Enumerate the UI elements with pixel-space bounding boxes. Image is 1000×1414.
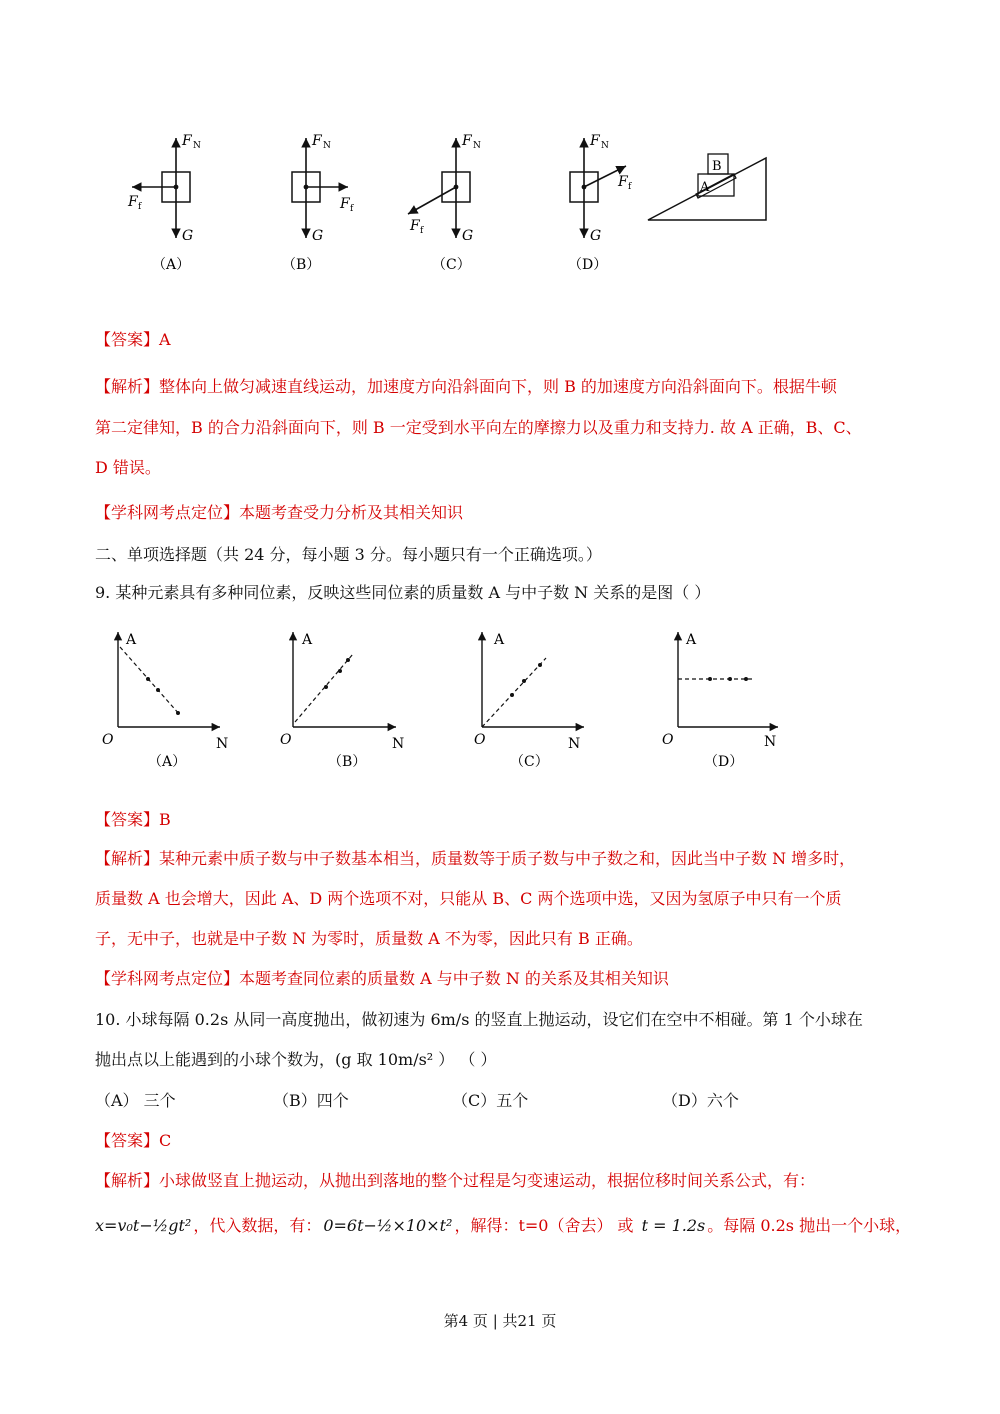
svg-text:G: G [312,228,324,244]
q9-graphs-svg [90,622,810,782]
svg-text:N: N [216,736,229,752]
svg-text:O: O [102,732,114,748]
svg-text:F: F [128,194,138,210]
formula-displacement: x=v₀t−½gt² [95,1216,192,1235]
force-diagrams-svg [110,128,790,278]
svg-text:N: N [764,734,777,750]
svg-text:N: N [392,736,405,752]
svg-text:A: A [126,632,137,648]
svg-text:F: F [312,133,322,149]
graph-d [662,632,778,770]
formula-substituted: 0=6t−½×10×t² [323,1216,453,1235]
graph-caption-a: （A） [148,754,187,770]
svg-text:N: N [193,141,201,151]
svg-text:F: F [410,218,420,234]
q10-option-d: （D）六个 [662,1091,739,1110]
svg-text:N: N [568,736,581,752]
svg-text:F: F [618,174,628,190]
q10-stem-line1: 10. 小球每隔 0.2s 从同一高度抛出，做初速为 6m/s 的竖直上抛运动，设它们在空中不相碰。第 1 个小球在 [95,1010,863,1029]
q10-formula-line [95,1215,911,1237]
svg-text:O: O [474,732,486,748]
svg-text:A: A [494,632,505,648]
graph-a [102,632,228,770]
q8-answer: 【答案】A [95,330,171,349]
section-heading: 二、单项选择题（共 24 分，每小题 3 分。每小题只有一个正确选项。） [95,545,602,564]
force-diagram-c [408,133,481,273]
force-diagram-a [127,133,201,273]
force-diagram-b [282,133,354,273]
q10-option-c: （C）五个 [452,1091,529,1110]
svg-text:f: f [138,202,142,212]
svg-text:f: f [350,204,354,214]
q10-option-b: （B）四个 [273,1091,349,1110]
svg-text:N: N [473,141,481,151]
q10-answer: 【答案】C [95,1131,172,1150]
svg-text:F: F [182,133,192,149]
graph-caption-b: （B） [328,754,367,770]
svg-text:G: G [590,228,602,244]
force-diagram-d [568,133,632,273]
q9-stem: 9. 某种元素具有多种同位素，反映这些同位素的质量数 A 与中子数 N 关系的是图（ ） [95,583,711,602]
block-b-label: B [712,159,722,174]
svg-text:f: f [420,226,424,236]
caption-c: （C） [432,257,471,273]
incline-diagram [648,154,766,220]
q9-analysis-line2: 质量数 A 也会增大，因此 A、D 两个选项不对，只能从 B、C 两个选项中选，又因为氢原子中只有一个质 [95,889,842,908]
svg-text:N: N [323,141,331,151]
page-footer: 第4 页 | 共21 页 [443,1312,557,1330]
q8-locate: 【学科网考点定位】本题考查受力分析及其相关知识 [95,503,464,522]
svg-text:A: A [302,632,313,648]
graph-caption-c: （C） [510,754,549,770]
formula-text-3: 。每隔 0.2s 抛出一个小球， [707,1216,912,1235]
q9-graph-row [90,622,810,782]
svg-text:O: O [280,732,292,748]
graph-caption-d: （D） [704,754,744,770]
svg-text:F: F [340,196,350,212]
caption-d: （D） [568,257,608,273]
svg-text:F: F [590,133,600,149]
svg-text:A: A [686,632,697,648]
formula-solution: t = 1.2s [641,1216,706,1235]
svg-text:N: N [601,141,609,151]
force-diagram-row [110,128,790,278]
svg-text:f: f [628,182,632,192]
svg-text:G: G [182,228,194,244]
q10-stem-line2: 抛出点以上能遇到的小球个数为，(g 取 10m/s² ） （ ） [95,1050,497,1069]
q10-analysis-line1: 【解析】小球做竖直上抛运动，从抛出到落地的整个过程是匀变速运动，根据位移时间关系公式，有： [95,1171,816,1190]
q9-analysis-line3: 子，无中子，也就是中子数 N 为零时，质量数 A 不为零，因此只有 B 正确。 [95,929,643,948]
block-a-label: A [700,180,710,195]
formula-text-2: ，解得：t=0（舍去） 或 [454,1216,634,1235]
q9-analysis-line1: 【解析】某种元素中质子数与中子数基本相当，质量数等于质子数与中子数之和，因此当中子数 N 增多时， [95,849,856,868]
q9-locate: 【学科网考点定位】本题考查同位素的质量数 A 与中子数 N 的关系及其相关知识 [95,969,669,988]
svg-text:G: G [462,228,474,244]
q8-analysis-line1: 【解析】整体向上做匀减速直线运动，加速度方向沿斜面向下，则 B 的加速度方向沿斜面向下。根据牛顿 [95,377,837,396]
q10-option-a: （A） 三个 [95,1091,176,1110]
svg-text:F: F [462,133,472,149]
caption-a: （A） [152,257,191,273]
q9-answer: 【答案】B [95,810,171,829]
graph-b [280,632,404,770]
graph-c [474,632,584,770]
formula-text-1: ，代入数据，有： [193,1216,322,1235]
q8-analysis-line3: D 错误。 [95,458,161,477]
q8-analysis-line2: 第二定律知，B 的合力沿斜面向下，则 B 一定受到水平向左的摩擦力以及重力和支持力. 故 A 正确，B、C、 [95,418,862,437]
svg-text:O: O [662,732,674,748]
caption-b: （B） [282,257,321,273]
